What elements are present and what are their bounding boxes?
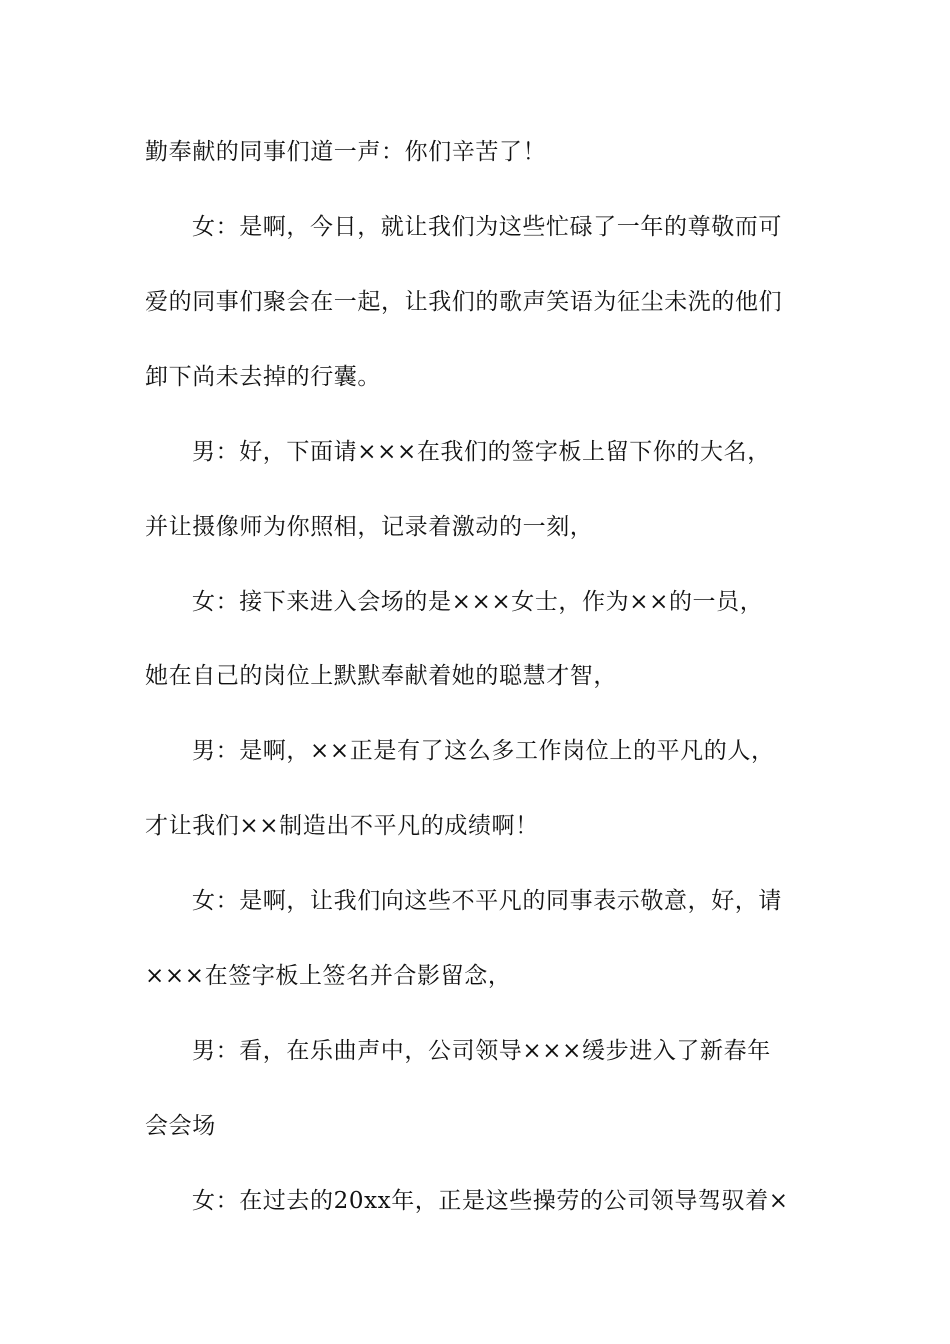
paragraph-line-12: ×××在签字板上签名并合影留念， — [145, 963, 512, 989]
paragraph-line-5: 男：好，下面请×××在我们的签字板上留下你的大名， — [192, 439, 771, 465]
paragraph-line-10: 才让我们××制造出不平凡的成绩啊！ — [145, 813, 539, 839]
paragraph-line-15: 女：在过去的20xx年，正是这些操劳的公司领导驾驭着× — [192, 1188, 789, 1214]
paragraph-line-14: 会会场 — [145, 1113, 216, 1139]
paragraph-line-3: 爱的同事们聚会在一起，让我们的歌声笑语为征尘未洗的他们 — [145, 289, 783, 315]
paragraph-line-4: 卸下尚未去掉的行囊。 — [145, 364, 381, 390]
paragraph-line-13: 男：看，在乐曲声中，公司领导×××缓步进入了新春年 — [192, 1038, 771, 1064]
paragraph-line-9: 男：是啊，××正是有了这么多工作岗位上的平凡的人， — [192, 738, 775, 764]
paragraph-line-1: 勤奉献的同事们道一声：你们辛苦了！ — [145, 139, 547, 165]
paragraph-line-6: 并让摄像师为你照相，记录着激动的一刻， — [145, 514, 594, 540]
paragraph-line-2: 女：是啊，今日，就让我们为这些忙碌了一年的尊敬而可 — [192, 214, 782, 240]
paragraph-line-7: 女：接下来进入会场的是×××女士，作为××的一员， — [192, 589, 764, 615]
paragraph-line-11: 女：是啊，让我们向这些不平凡的同事表示敬意，好，请 — [192, 888, 782, 914]
paragraph-line-8: 她在自己的岗位上默默奉献着她的聪慧才智， — [145, 663, 617, 689]
